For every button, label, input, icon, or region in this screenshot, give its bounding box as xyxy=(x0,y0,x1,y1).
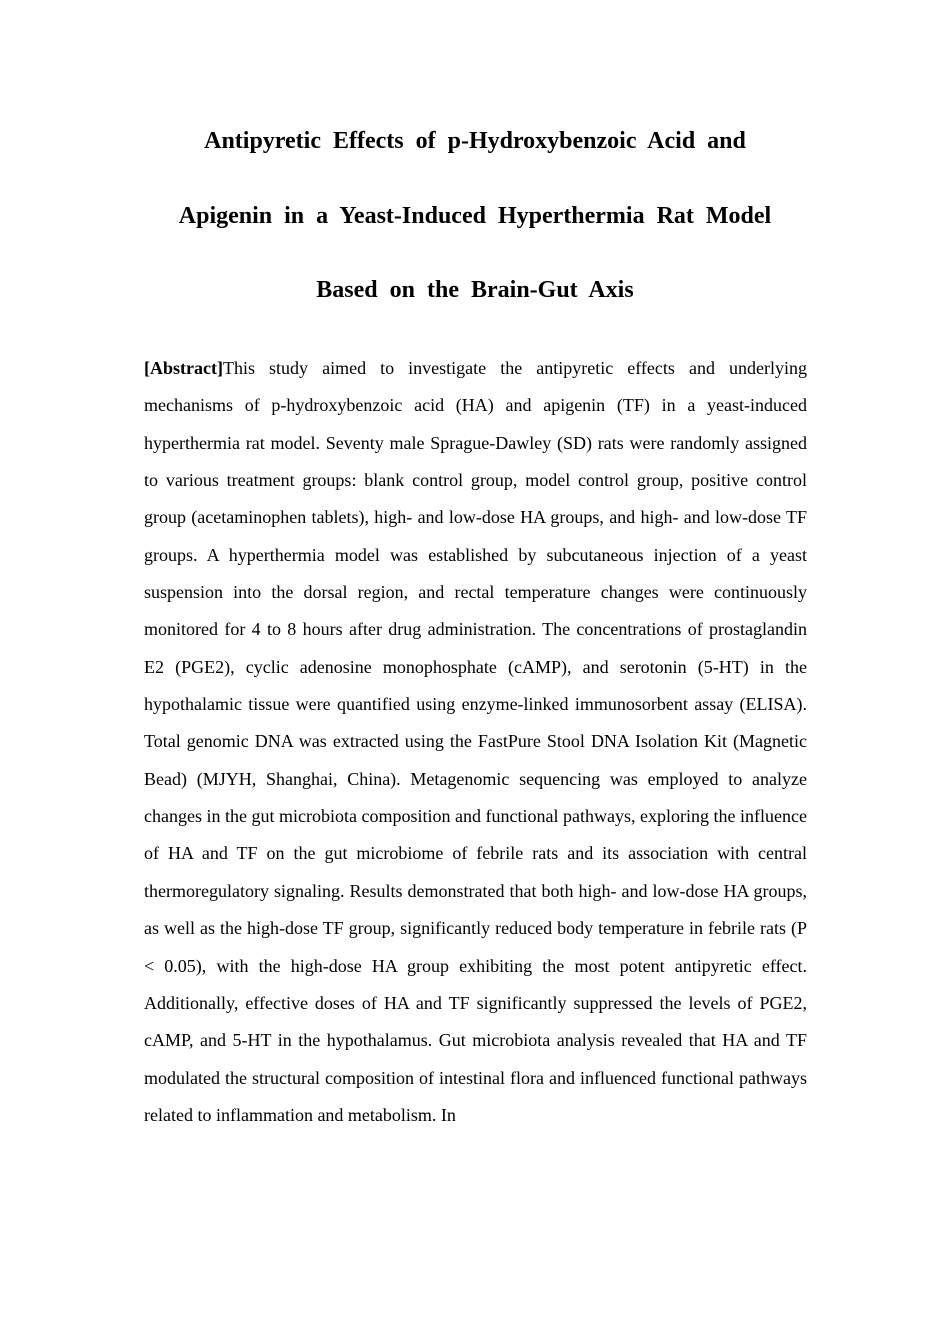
title-line-3: Based on the Brain-Gut Axis xyxy=(316,277,634,303)
abstract-paragraph xyxy=(144,350,807,1134)
title-line-2: Apigenin in a Yeast-Induced Hyperthermia Rat Model xyxy=(178,202,772,229)
abstract-label: [Abstract] xyxy=(144,358,223,378)
paper-title xyxy=(120,104,830,328)
abstract-text: This study aimed to investigate the antipyretic effects and underlying mechanisms of p-hydroxybenzoic acid (HA) and apigenin (TF) in a yeast-induced hyperthermia rat model. Seventy male Sprague-Dawley (SD) rats were randomly assigned to various treatment groups: blank control group, model control group, positive control group (acetaminophen tablets), high- and low-dose HA groups, and high- and low-dose TF groups. A hyperthermia model was established by subcutaneous injection of a yeast suspension into the dorsal region, and rectal temperature changes were continuously monitored for 4 to 8 hours after drug administration. The concentrations of prostaglandin E2 (PGE2), cyclic adenosine monophosphate (cAMP), and serotonin (5-HT) in the hypothalamic tissue were quantified using enzyme-linked immunosorbent assay (ELISA). Total genomic DNA was extracted using the FastPure Stool DNA Isolation Kit (Magnetic Bead) (MJYH, Shanghai, China). Metagenomic sequencing was employed to analyze changes in the gut microbiota composition and functional pathways, exploring the influence of HA and TF on the gut microbiome of febrile rats and its association with central thermoregulatory signaling. Results demonstrated that both high- and low-dose HA groups, as well as the high-dose TF group, significantly reduced body temperature in febrile rats (P < 0.05), with the high-dose HA group exhibiting the most potent antipyretic effect. Additionally, effective doses of HA and TF significantly suppressed the levels of PGE2, cAMP, and 5-HT in the hypothalamus. Gut microbiota analysis revealed that HA and TF modulated the structural composition of intestinal flora and influenced functional pathways related to inflammation and metabolism. In xyxy=(144,358,807,1125)
title-line-1: Antipyretic Effects of p-Hydroxybenzoic Acid and xyxy=(204,128,746,154)
